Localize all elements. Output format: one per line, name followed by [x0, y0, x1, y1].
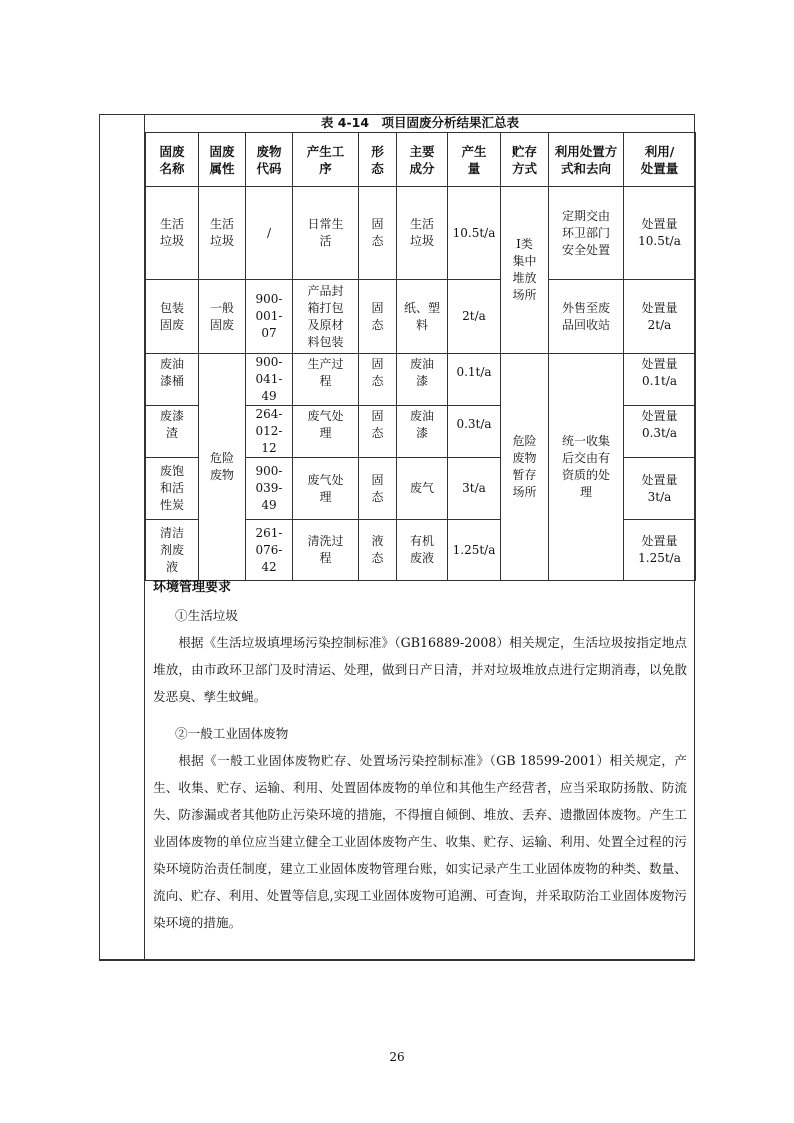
cell-code: 264- 012- 12: [246, 406, 293, 458]
cell-quantity: 处置量 0.3t/a: [624, 406, 696, 458]
cell-quantity: 处置量 0.1t/a: [624, 354, 696, 406]
cell-quantity: 处置量 10.5t/a: [624, 187, 696, 280]
header-cell: 废物 代码: [246, 133, 293, 187]
cell-amount: 10.5t/a: [448, 187, 501, 280]
cell-component: 有机 废液: [397, 520, 448, 581]
cell-name: 废饱 和活 性炭: [146, 458, 199, 520]
cell-state: 固 态: [359, 458, 397, 520]
cell-code: 261- 076- 42: [246, 520, 293, 581]
cell-amount: 0.3t/a: [448, 406, 501, 458]
cell-process: 废气处 理: [293, 406, 359, 458]
cell-process: 日常生 活: [293, 187, 359, 280]
cell-component: 废油 漆: [397, 354, 448, 406]
header-cell: 形 态: [359, 133, 397, 187]
section-2-text: 根据《一般工业固体废物贮存、处置场污染控制标准》（GB 18599-2001）相关规定，产生、收集、贮存、运输、利用、处置固体废物的单位和其他生产经营者，应当采取防扬散、防流失、防渗漏或者其他防止污染环境的措施，不得擅自倾倒、堆放、丢弃、遗撒固体废物。产生工业固体废物的单位应当建立健全工业固体废物产生、收集、贮存、运输、利用、处置全过程的污染环境防治责任制度，建立工业固体废物管理台账，如实记录产生工业固体废物的种类、数量、流向、贮存、利用、处置等信息,实现工业固体废物可追溯、可查询，并采取防治工业固体废物污染环境的措施。: [153, 753, 687, 930]
header-cell: 主要 成分: [397, 133, 448, 187]
section-2-title: ②一般工业固体废物: [175, 726, 289, 741]
table-header-row: [146, 133, 696, 187]
cell-state: 固 态: [359, 406, 397, 458]
header-cell: 利用/ 处置量: [624, 133, 696, 187]
cell-attr-hazard: 危险 废物: [199, 354, 246, 581]
cell-component: 纸、塑 料: [397, 280, 448, 354]
left-margin-column: [99, 114, 145, 961]
cell-name: 包装 固废: [146, 280, 199, 354]
cell-component: 废气: [397, 458, 448, 520]
cell-code: 900- 039- 49: [246, 458, 293, 520]
table-row: [146, 280, 696, 354]
cell-disposal: 定期交由 环卫部门 安全处置: [549, 187, 624, 280]
cell-amount: 2t/a: [448, 280, 501, 354]
header-cell: 固废 属性: [199, 133, 246, 187]
cell-storage-general: Ⅰ类 集中 堆放 场所: [501, 187, 549, 354]
cell-code: 900- 041- 49: [246, 354, 293, 406]
page-number: 26: [389, 1050, 405, 1064]
cell-quantity: 处置量 1.25t/a: [624, 520, 696, 581]
cell-storage-hazard: 危险 废物 暂存 场所: [501, 354, 549, 581]
section-1-title: ①生活垃圾: [175, 608, 238, 623]
cell-amount: 0.1t/a: [448, 354, 501, 406]
cell-disposal: 外售至废 品回收站: [549, 280, 624, 354]
cell-attr: 一般 固废: [199, 280, 246, 354]
cell-attr: 生活 垃圾: [199, 187, 246, 280]
cell-name: 废油 漆桶: [146, 354, 199, 406]
cell-quantity: 处置量 2t/a: [624, 280, 696, 354]
cell-process: 清洗过 程: [293, 520, 359, 581]
cell-name: 清洁 剂废 液: [146, 520, 199, 581]
table-row: [146, 187, 696, 280]
cell-component: 废油 漆: [397, 406, 448, 458]
solid-waste-table: [145, 132, 696, 581]
cell-code: /: [246, 187, 293, 280]
requirements-section: [145, 578, 695, 936]
table-row: [146, 354, 696, 406]
cell-name: 废漆 渣: [146, 406, 199, 458]
cell-process: 废气处 理: [293, 458, 359, 520]
cell-state: 固 态: [359, 354, 397, 406]
table-caption: 表 4-14 项目固废分析结果汇总表: [320, 115, 520, 130]
cell-process: 生产过 程: [293, 354, 359, 406]
cell-code: 900- 001- 07: [246, 280, 293, 354]
cell-disposal-hazard: 统一收集 后交由有 资质的处 理: [549, 354, 624, 581]
cell-process: 产品封 箱打包 及原材 料包装: [293, 280, 359, 354]
cell-component: 生活 垃圾: [397, 187, 448, 280]
header-cell: 贮存 方式: [501, 133, 549, 187]
header-cell: 产生 量: [448, 133, 501, 187]
cell-state: 固 态: [359, 280, 397, 354]
header-cell: 产生工 序: [293, 133, 359, 187]
cell-state: 固 态: [359, 187, 397, 280]
header-cell: 利用处置方 式和去向: [549, 133, 624, 187]
cell-name: 生活 垃圾: [146, 187, 199, 280]
cell-state: 液 态: [359, 520, 397, 581]
cell-amount: 1.25t/a: [448, 520, 501, 581]
cell-quantity: 处置量 3t/a: [624, 458, 696, 520]
header-cell: 固废 名称: [146, 133, 199, 187]
section-1-text: 根据《生活垃圾填埋场污染控制标准》（GB16889-2008）相关规定，生活垃圾按指定地点堆放，由市政环卫部门及时清运、处理，做到日产日清，并对垃圾堆放点进行定期消毒，以免散发恶臭、孳生蚊蝇。: [153, 635, 687, 704]
requirements-heading: 环境管理要求: [153, 580, 232, 595]
cell-amount: 3t/a: [448, 458, 501, 520]
